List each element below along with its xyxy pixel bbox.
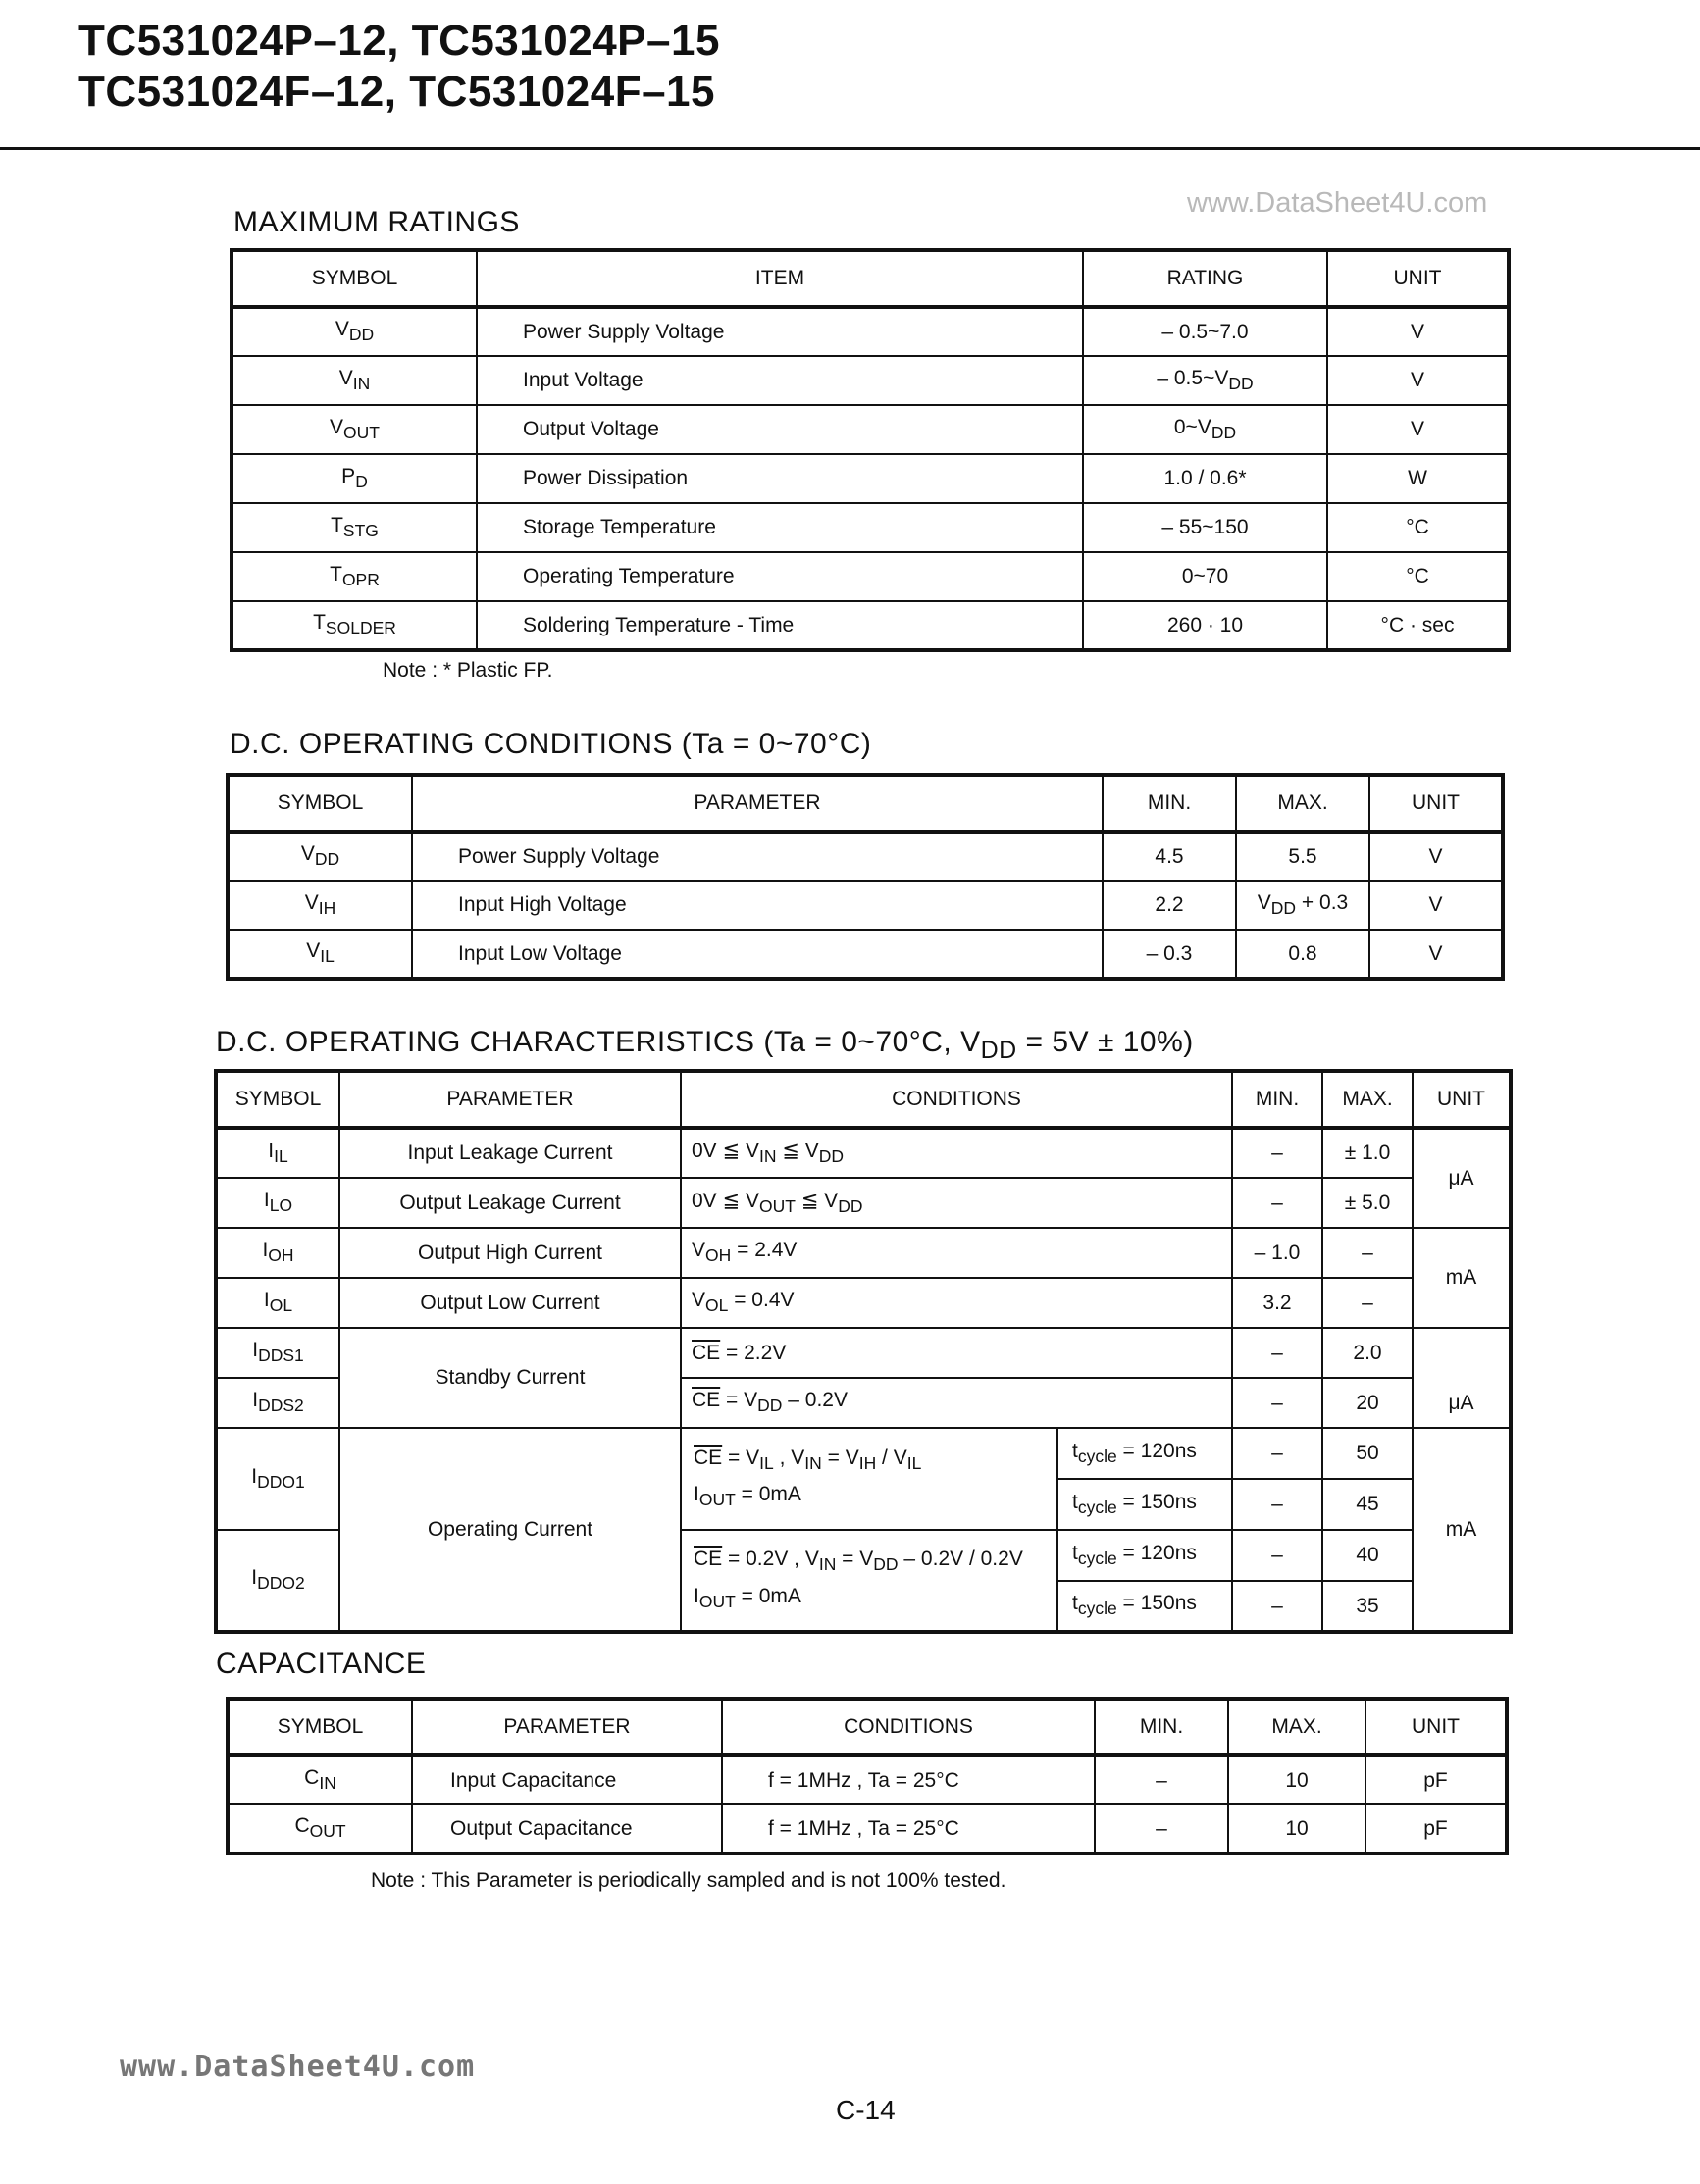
- tcycle-sub: cycle: [1077, 1599, 1117, 1619]
- table-row: [232, 454, 1509, 503]
- cond-sub: IN: [818, 1554, 837, 1575]
- cond-sub: IN: [804, 1453, 822, 1473]
- header-rule: [0, 147, 1700, 150]
- parameter: Input Leakage Current: [339, 1128, 681, 1178]
- unit: V: [1369, 881, 1503, 930]
- col-header: PARAMETER: [412, 775, 1103, 832]
- unit: V: [1327, 307, 1509, 356]
- cond: ≦ V: [776, 1140, 819, 1163]
- table-row: [232, 307, 1509, 356]
- col-header: RATING: [1083, 250, 1327, 307]
- max: ± 1.0: [1322, 1128, 1413, 1178]
- table-row: [216, 1228, 1511, 1278]
- cond: V: [692, 1289, 706, 1312]
- cond: / V: [876, 1446, 907, 1469]
- max-sub: DD: [1270, 898, 1297, 919]
- parameter: Input High Voltage: [412, 881, 1103, 930]
- col-header: MAX.: [1236, 775, 1369, 832]
- cond: = V: [821, 1446, 859, 1469]
- table-row: [216, 1128, 1511, 1178]
- cond: = 0mA: [735, 1584, 801, 1607]
- table-row: [232, 552, 1509, 601]
- cond-sub: OH: [705, 1245, 732, 1266]
- title-line-2: TC531024F–12, TC531024F–15: [78, 68, 715, 116]
- tcycle: t: [1072, 1439, 1078, 1462]
- min: –: [1095, 1804, 1228, 1854]
- col-header: UNIT: [1413, 1071, 1511, 1128]
- symbol-sub: IL: [274, 1146, 288, 1167]
- item: Power Dissipation: [477, 454, 1083, 503]
- cond-sub: DD: [818, 1146, 845, 1167]
- max: –: [1322, 1228, 1413, 1278]
- max: 35: [1322, 1581, 1413, 1632]
- unit: W: [1327, 454, 1509, 503]
- symbol-sub: OL: [269, 1295, 293, 1316]
- symbol-sub: IL: [320, 946, 335, 967]
- table-row: [216, 1428, 1511, 1479]
- parameter: Power Supply Voltage: [412, 832, 1103, 881]
- min: – 1.0: [1232, 1228, 1322, 1278]
- min: – 0.3: [1103, 930, 1236, 979]
- max: 50: [1322, 1428, 1413, 1479]
- unit: pF: [1365, 1755, 1507, 1804]
- cond: , V: [773, 1446, 805, 1469]
- parameter: Standby Current: [339, 1328, 681, 1428]
- min: –: [1232, 1378, 1322, 1428]
- symbol-sub: IH: [318, 898, 336, 919]
- title-line-1: TC531024P–12, TC531024P–15: [78, 17, 720, 65]
- table-row: [232, 503, 1509, 552]
- max: ± 5.0: [1322, 1178, 1413, 1228]
- cond: = 2.4V: [731, 1239, 798, 1262]
- table-row: [228, 881, 1503, 930]
- cond-sub: DD: [873, 1554, 899, 1575]
- symbol: I: [268, 1139, 275, 1162]
- symbol-sub: DDS1: [258, 1346, 304, 1366]
- cond: I: [694, 1483, 699, 1505]
- dc-characteristics-title: [216, 1026, 1194, 1065]
- symbol: C: [304, 1766, 320, 1790]
- parameter: Input Low Voltage: [412, 930, 1103, 979]
- col-header: SYMBOL: [228, 1699, 412, 1755]
- tcycle-value: = 120ns: [1116, 1439, 1197, 1462]
- tcycle-value: = 150ns: [1116, 1490, 1197, 1513]
- symbol: T: [330, 562, 342, 585]
- col-header: UNIT: [1327, 250, 1509, 307]
- col-header: MAX.: [1322, 1071, 1413, 1128]
- col-header: UNIT: [1365, 1699, 1507, 1755]
- symbol: V: [306, 940, 321, 963]
- tcycle: t: [1072, 1490, 1078, 1513]
- cond-sub: OUT: [698, 1490, 736, 1510]
- rating: – 0.5~V: [1157, 366, 1229, 389]
- parameter: Output High Current: [339, 1228, 681, 1278]
- watermark-bottom[interactable]: www.DataSheet4U.com: [120, 2050, 476, 2084]
- page-number: C-14: [836, 2095, 896, 2125]
- cond-block: [681, 1530, 1057, 1632]
- symbol: I: [252, 1389, 259, 1412]
- cond: – 0.2V: [782, 1389, 848, 1412]
- max: 0.8: [1236, 930, 1369, 979]
- unit: V: [1327, 356, 1509, 405]
- cond: = V: [722, 1446, 760, 1469]
- table-row: [216, 1328, 1511, 1378]
- item: Output Voltage: [477, 405, 1083, 454]
- cond-sub: IH: [858, 1453, 877, 1473]
- col-header: CONDITIONS: [681, 1071, 1232, 1128]
- min: –: [1232, 1479, 1322, 1530]
- rating: 0~70: [1083, 552, 1327, 601]
- cond-ce: $\overline{CE}$: [694, 1548, 723, 1571]
- cond-sub: OUT: [698, 1591, 736, 1611]
- max: 20: [1322, 1378, 1413, 1428]
- symbol: I: [251, 1566, 258, 1590]
- max-tail: + 0.3: [1296, 890, 1349, 914]
- table-row: [228, 832, 1503, 881]
- unit: V: [1369, 832, 1503, 881]
- watermark-top[interactable]: www.DataSheet4U.com: [1187, 187, 1488, 219]
- col-header: MIN.: [1232, 1071, 1322, 1128]
- tcycle-value: = 120ns: [1116, 1541, 1197, 1564]
- symbol-sub: DD: [314, 849, 340, 870]
- unit: V: [1369, 930, 1503, 979]
- max-ratings-note: Note : * Plastic FP.: [383, 659, 553, 682]
- symbol: I: [251, 1464, 258, 1488]
- col-header: SYMBOL: [228, 775, 412, 832]
- unit: μA: [1413, 1128, 1511, 1228]
- cond: = 2.2V: [720, 1341, 787, 1364]
- cond: – 0.2V / 0.2V: [898, 1548, 1023, 1571]
- parameter: Output Leakage Current: [339, 1178, 681, 1228]
- dc-conditions-table: [226, 773, 1505, 981]
- symbol: I: [252, 1339, 259, 1362]
- symbol: T: [331, 513, 343, 536]
- col-header: UNIT: [1369, 775, 1503, 832]
- cond: ≦ V: [795, 1189, 839, 1212]
- cond: = 0.2V , V: [722, 1548, 819, 1571]
- cond: = V: [720, 1389, 758, 1412]
- col-header: ITEM: [477, 250, 1083, 307]
- cond: = 0.4V: [728, 1289, 795, 1312]
- tcycle-value: = 150ns: [1116, 1592, 1197, 1615]
- rating: 1.0 / 0.6*: [1083, 454, 1327, 503]
- col-header: SYMBOL: [216, 1071, 339, 1128]
- cond-sub: DD: [838, 1196, 863, 1217]
- cond-ce: $\overline{CE}$: [692, 1341, 721, 1364]
- cond: 0V ≦ V: [692, 1140, 759, 1163]
- unit: °C · sec: [1327, 601, 1509, 650]
- symbol-sub: STG: [342, 521, 379, 541]
- symbol-sub: SOLDER: [325, 618, 396, 638]
- cond: 0V ≦ V: [692, 1189, 759, 1212]
- min: –: [1232, 1128, 1322, 1178]
- col-header: PARAMETER: [339, 1071, 681, 1128]
- cond-block: [681, 1428, 1057, 1530]
- symbol: I: [263, 1289, 270, 1312]
- rating: – 55~150: [1083, 503, 1327, 552]
- parameter: Input Capacitance: [412, 1755, 722, 1804]
- col-header: MIN.: [1103, 775, 1236, 832]
- cond: V: [692, 1239, 706, 1262]
- conditions: f = 1MHz , Ta = 25°C: [722, 1755, 1095, 1804]
- symbol: V: [304, 890, 319, 914]
- symbol-sub: DDS2: [258, 1396, 304, 1416]
- table-row: [216, 1278, 1511, 1328]
- dc-conditions-title: D.C. OPERATING CONDITIONS (Ta = 0~70°C): [230, 728, 872, 760]
- col-header: SYMBOL: [232, 250, 477, 307]
- symbol: T: [313, 611, 326, 635]
- rating-sub: DD: [1211, 423, 1237, 443]
- min: –: [1095, 1755, 1228, 1804]
- parameter: Output Low Current: [339, 1278, 681, 1328]
- symbol-sub: OUT: [309, 1821, 346, 1842]
- max: 45: [1322, 1479, 1413, 1530]
- cond: = V: [836, 1548, 874, 1571]
- symbol-sub: DD: [348, 325, 375, 345]
- col-header: MAX.: [1228, 1699, 1365, 1755]
- parameter: Operating Current: [339, 1428, 681, 1632]
- symbol-sub: OUT: [343, 423, 380, 443]
- min: 4.5: [1103, 832, 1236, 881]
- rating: – 0.5~7.0: [1083, 307, 1327, 356]
- symbol-sub: DDO1: [257, 1472, 305, 1493]
- symbol: I: [262, 1239, 269, 1262]
- min: –: [1232, 1581, 1322, 1632]
- cond-ce: $\overline{CE}$: [694, 1446, 723, 1469]
- rating: 0~V: [1173, 415, 1211, 438]
- table-row: [228, 1755, 1507, 1804]
- parameter: Output Capacitance: [412, 1804, 722, 1854]
- cond-sub: IL: [759, 1453, 774, 1473]
- capacitance-note: Note : This Parameter is periodically sampled and is not 100% tested.: [371, 1869, 1006, 1892]
- tcycle-sub: cycle: [1077, 1447, 1117, 1467]
- unit: mA: [1413, 1228, 1511, 1328]
- unit: μA: [1413, 1328, 1511, 1428]
- dc-characteristics-table: [214, 1069, 1513, 1634]
- capacitance-table: [226, 1697, 1509, 1855]
- min: –: [1232, 1328, 1322, 1378]
- cond: = 0mA: [735, 1483, 801, 1505]
- conditions: f = 1MHz , Ta = 25°C: [722, 1804, 1095, 1854]
- item: Input Voltage: [477, 356, 1083, 405]
- min: –: [1232, 1530, 1322, 1581]
- cond-sub: OL: [705, 1295, 729, 1316]
- dc-char-title-sub: DD: [980, 1037, 1017, 1064]
- symbol-sub: DDO2: [257, 1573, 305, 1594]
- symbol-sub: IN: [352, 374, 371, 394]
- max: 2.0: [1322, 1328, 1413, 1378]
- item: Operating Temperature: [477, 552, 1083, 601]
- symbol-sub: OH: [268, 1245, 294, 1266]
- capacitance-title: CAPACITANCE: [216, 1648, 427, 1680]
- unit: mA: [1413, 1428, 1511, 1632]
- cond-sub: IN: [758, 1146, 777, 1167]
- rating: 260 · 10: [1083, 601, 1327, 650]
- symbol-sub: LO: [269, 1195, 293, 1216]
- tcycle: t: [1072, 1541, 1078, 1564]
- item: Storage Temperature: [477, 503, 1083, 552]
- symbol: V: [300, 842, 315, 866]
- symbol: V: [335, 318, 349, 341]
- item: Power Supply Voltage: [477, 307, 1083, 356]
- tcycle-sub: cycle: [1077, 1498, 1117, 1518]
- cond-ce: $\overline{CE}$: [692, 1389, 721, 1412]
- min: –: [1232, 1178, 1322, 1228]
- min: –: [1232, 1428, 1322, 1479]
- unit: pF: [1365, 1804, 1507, 1854]
- symbol: P: [341, 464, 356, 487]
- symbol: I: [263, 1189, 270, 1212]
- symbol: V: [330, 415, 344, 438]
- cond: I: [694, 1584, 699, 1607]
- dc-char-title-tail: = 5V ± 10%): [1016, 1026, 1194, 1058]
- unit: °C: [1327, 552, 1509, 601]
- table-row: [228, 930, 1503, 979]
- symbol-sub: OPR: [341, 570, 380, 590]
- tcycle: t: [1072, 1592, 1078, 1615]
- unit: °C: [1327, 503, 1509, 552]
- max: 5.5: [1236, 832, 1369, 881]
- table-row: [232, 356, 1509, 405]
- symbol: C: [294, 1814, 310, 1838]
- max-ratings-table: [230, 248, 1511, 652]
- dc-char-title-text: D.C. OPERATING CHARACTERISTICS (Ta = 0~70°C, V: [216, 1026, 981, 1058]
- symbol-sub: D: [355, 472, 368, 492]
- table-row: [232, 405, 1509, 454]
- unit: V: [1327, 405, 1509, 454]
- min: 2.2: [1103, 881, 1236, 930]
- symbol: V: [338, 366, 353, 389]
- cond-sub: OUT: [758, 1196, 796, 1217]
- table-row: [228, 1804, 1507, 1854]
- col-header: PARAMETER: [412, 1699, 722, 1755]
- min: 3.2: [1232, 1278, 1322, 1328]
- max: 40: [1322, 1530, 1413, 1581]
- max: V: [1257, 890, 1271, 914]
- cond-sub: IL: [906, 1453, 922, 1473]
- tcycle-sub: cycle: [1077, 1549, 1117, 1569]
- symbol-sub: IN: [319, 1773, 336, 1794]
- table-row: [216, 1178, 1511, 1228]
- col-header: MIN.: [1095, 1699, 1228, 1755]
- cond-sub: DD: [757, 1396, 783, 1416]
- col-header: CONDITIONS: [722, 1699, 1095, 1755]
- item: Soldering Temperature - Time: [477, 601, 1083, 650]
- max: 10: [1228, 1755, 1365, 1804]
- max: –: [1322, 1278, 1413, 1328]
- max-ratings-title: MAXIMUM RATINGS: [233, 206, 520, 238]
- max: 10: [1228, 1804, 1365, 1854]
- rating-sub: DD: [1228, 374, 1254, 394]
- table-row: [232, 601, 1509, 650]
